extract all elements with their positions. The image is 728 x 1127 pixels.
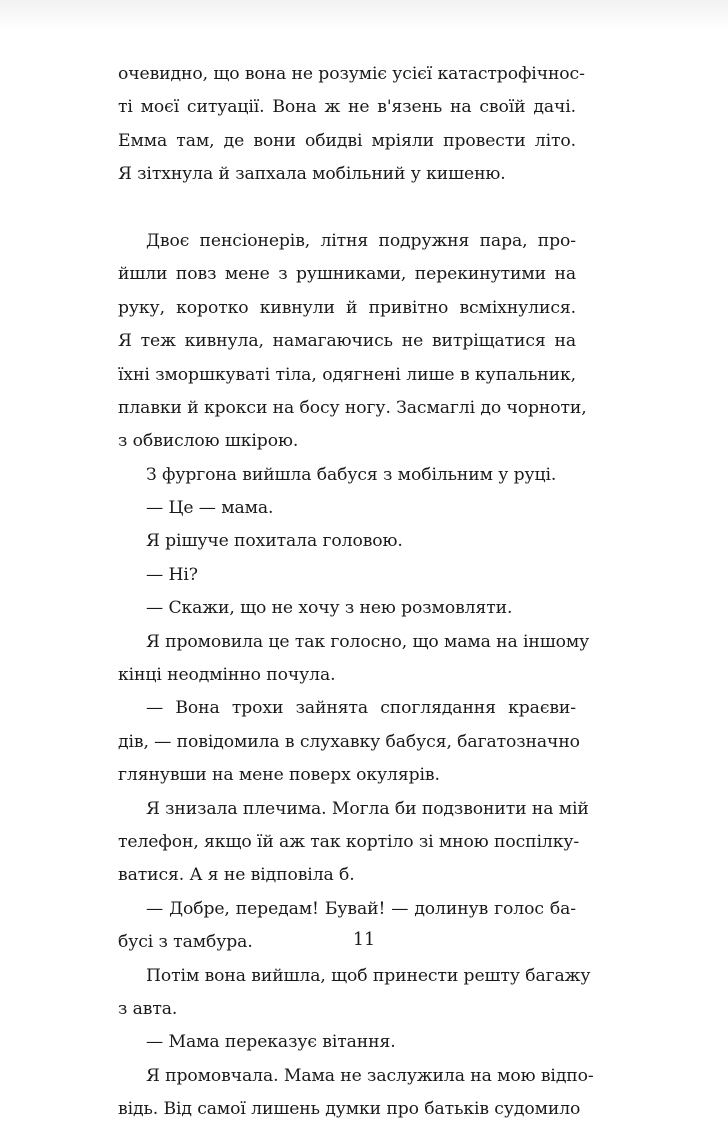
text-line: руку, коротко кивнули й привітно всміхнулися. bbox=[118, 297, 576, 318]
text-line: Я промовчала. Мама не заслужила на мою відпо- bbox=[146, 1065, 594, 1086]
text-line: Я знизала плечима. Могла би подзвонити на мій bbox=[146, 798, 589, 819]
text-line: — Скажи, що не хочу з нею розмовляти. bbox=[146, 598, 513, 619]
page-number: 11 bbox=[352, 930, 376, 950]
text-line: ватися. А я не відповіла б. bbox=[118, 865, 355, 886]
text-line: відь. Від самої лишень думки про батьків судомило bbox=[118, 1099, 581, 1120]
text-line: телефон, якщо їй аж так кортіло зі мною поспілку- bbox=[118, 831, 580, 852]
text-line: їхні зморшкуваті тіла, одягнені лише в купальник, bbox=[118, 364, 576, 385]
text-line: глянувши на мене поверх окулярів. bbox=[118, 765, 440, 786]
text-line: ті моєї ситуації. Вона ж не в'язень на своїй дачі. bbox=[118, 97, 576, 118]
text-line: Емма там, де вони обидві мріяли провести літо. bbox=[118, 130, 576, 151]
text-line: — Вона трохи зайнята споглядання краєви- bbox=[146, 698, 576, 719]
text-line: — Це — мама. bbox=[146, 498, 274, 519]
text-line: — Ні? bbox=[146, 564, 198, 585]
text-line: — Добре, передам! Бувай! — долинув голос ба- bbox=[146, 898, 576, 919]
text-line: Я зітхнула й запхала мобільний у кишеню. bbox=[118, 164, 506, 185]
text-line: очевидно, що вона не розуміє усієї катастрофічнос- bbox=[118, 64, 585, 84]
text-line: Я теж кивнула, намагаючись не витріщатися на bbox=[118, 331, 576, 352]
text-line: Я рішуче похитала головою. bbox=[146, 531, 403, 552]
text-line: з авта. bbox=[118, 998, 178, 1019]
text-line: бусі з тамбура. bbox=[118, 932, 253, 953]
text-line: з обвислою шкірою. bbox=[118, 431, 299, 452]
body-text bbox=[118, 58, 594, 1127]
text-line: плавки й крокси на босу ногу. Засмаглі до чорноти, bbox=[118, 397, 587, 418]
text-line: Двоє пенсіонерів, літня подружня пара, про- bbox=[146, 230, 576, 251]
text-line: дів, — повідомила в слухавку бабуся, багатозначно bbox=[118, 731, 580, 752]
paragraph-gap bbox=[118, 192, 576, 225]
text-line: З фургона вийшла бабуся з мобільним у руці. bbox=[146, 464, 557, 485]
text-line: йшли повз мене з рушниками, перекинутими на bbox=[118, 264, 576, 285]
text-line: Я промовила це так голосно, що мама на іншому bbox=[146, 631, 590, 652]
text-line: кінці неодмінно почула. bbox=[118, 665, 336, 686]
text-line: Потім вона вийшла, щоб принести решту багажу bbox=[146, 965, 591, 986]
text-line: — Мама переказує вітання. bbox=[146, 1032, 396, 1053]
